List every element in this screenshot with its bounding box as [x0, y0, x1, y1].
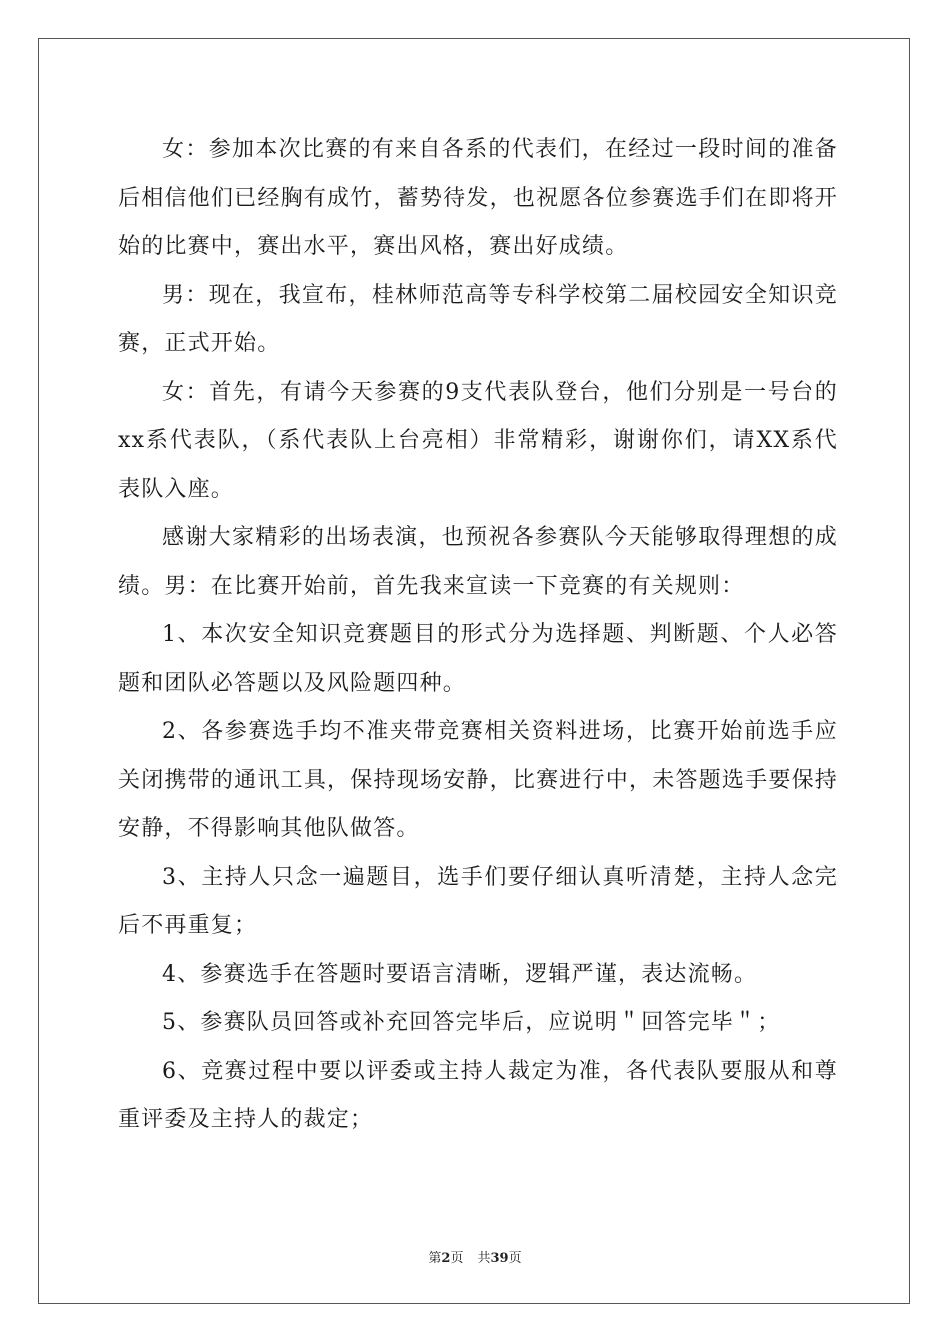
paragraph: 4、参赛选手在答题时要语言清晰，逻辑严谨，表达流畅。 — [162, 961, 758, 987]
page-number: 第2页 — [428, 1251, 464, 1266]
paragraph: 感谢大家精彩的出场表演，也预祝各参赛队今天能够取得理想的成绩。男：在比赛开始前，首先我来宣读一下竞赛的有关规则： — [118, 525, 838, 599]
paragraph: 2、各参赛选手均不准夹带竞赛相关资料进场，比赛开始前选手应关闭携带的通讯工具，保持现场安静，比赛进行中，未答题选手要保持安静，不得影响其他队做答。 — [118, 719, 838, 841]
paragraph: 6、竞赛过程中要以评委或主持人裁定为准，各代表队要服从和尊重评委及主持人的裁定； — [118, 1058, 838, 1132]
page-total: 共39页 — [477, 1251, 522, 1266]
paragraph: 女：首先，有请今天参赛的9支代表队登台，他们分别是一号台的xx系代表队，（系代表队上台亮相）非常精彩，谢谢你们，请XX系代表队入座。 — [118, 379, 838, 502]
document-body — [118, 126, 838, 1145]
paragraph: 5、参赛队员回答或补充回答完毕后，应说明＂回答完毕＂； — [162, 1010, 781, 1035]
paragraph: 1、本次安全知识竞赛题目的形式分为选择题、判断题、个人必答题和团队必答题以及风险题四种。 — [118, 622, 838, 696]
paragraph: 3、主持人只念一遍题目，选手们要仔细认真听清楚，主持人念完后不再重复； — [118, 864, 838, 938]
paragraph: 男：现在，我宣布，桂林师范高等专科学校第二届校园安全知识竞赛，正式开始。 — [118, 282, 838, 356]
page-footer — [0, 1247, 950, 1266]
paragraph: 女：参加本次比赛的有来自各系的代表们，在经过一段时间的准备后相信他们已经胸有成竹，蓄势待发，也祝愿各位参赛选手们在即将开始的比赛中，赛出水平，赛出风格，赛出好成绩。 — [118, 137, 838, 259]
